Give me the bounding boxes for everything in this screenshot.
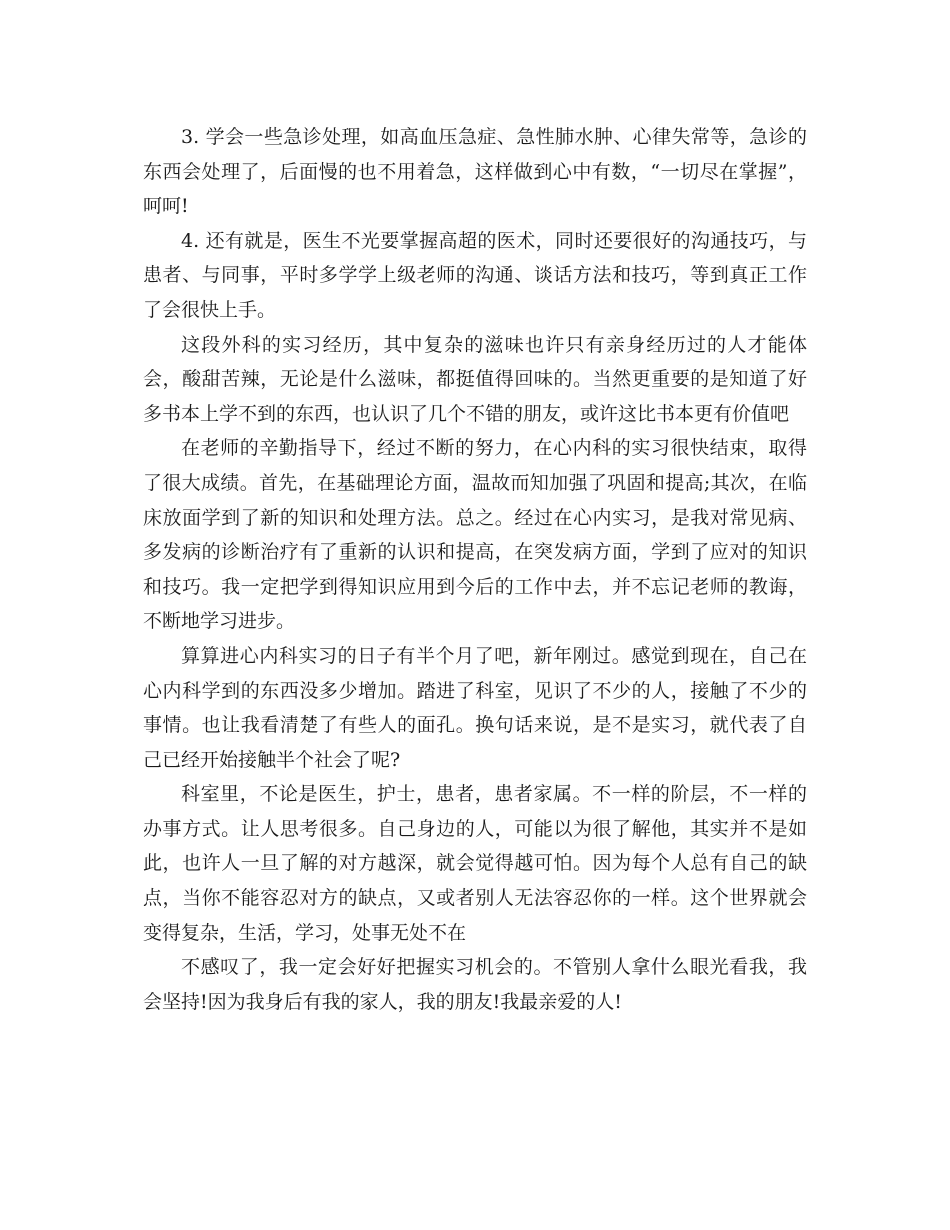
paragraph-1: 3. 学会一些急诊处理，如高血压急症、急性肺水肿、心律失常等，急诊的东西会处理了，后面慢的也不用着急，这样做到心中有数，“一切尽在掌握”，呵呵! (143, 126, 807, 218)
paragraph-4: 在老师的辛勤指导下，经过不断的努力，在心内科的实习很快结束，取得了很大成绩。首先，在基础理论方面，温故而知加强了巩固和提高;其次，在临床放面学到了新的知识和处理方法。总之。经过在心内实习，是我对常见病、多发病的诊断治疗有了重新的认识和提高，在突发病方面，学到了应对的知识和技巧。我一定把学到得知识应用到今后的工作中去，并不忘记老师的教诲，不断地学习进步。 (143, 437, 807, 633)
paragraph-2: 4. 还有就是，医生不光要掌握高超的医术，同时还要很好的沟通技巧，与患者、与同事，平时多学学上级老师的沟通、谈话方法和技巧，等到真正工作了会很快上手。 (143, 229, 807, 321)
document-body (143, 120, 807, 1019)
paragraph-3: 这段外科的实习经历，其中复杂的滋味也许只有亲身经历过的人才能体会，酸甜苦辣，无论是什么滋味，都挺值得回味的。当然更重要的是知道了好多书本上学不到的东西，也认识了几个不错的朋友，或许这比书本更有价值吧 (143, 333, 807, 425)
paragraph-7: 不感叹了，我一定会好好把握实习机会的。不管别人拿什么眼光看我，我会坚持!因为我身后有我的家人，我的朋友!我最亲爱的人! (143, 956, 807, 1013)
paragraph-6: 科室里，不论是医生，护士，患者，患者家属。不一样的阶层，不一样的办事方式。让人思考很多。自己身边的人，可能以为很了解他，其实并不是如此，也许人一旦了解的对方越深，就会觉得越可怕。因为每个人总有自己的缺点，当你不能容忍对方的缺点，又或者别人无法容忍你的一样。这个世界就会变得复杂，生活，学习，处事无处不在 (143, 783, 807, 944)
paragraph-5: 算算进心内科实习的日子有半个月了吧，新年刚过。感觉到现在，自己在心内科学到的东西没多少增加。踏进了科室，见识了不少的人，接触了不少的事情。也让我看清楚了有些人的面孔。换句话来说，是不是实习，就代表了自己已经开始接触半个社会了呢? (143, 644, 807, 771)
